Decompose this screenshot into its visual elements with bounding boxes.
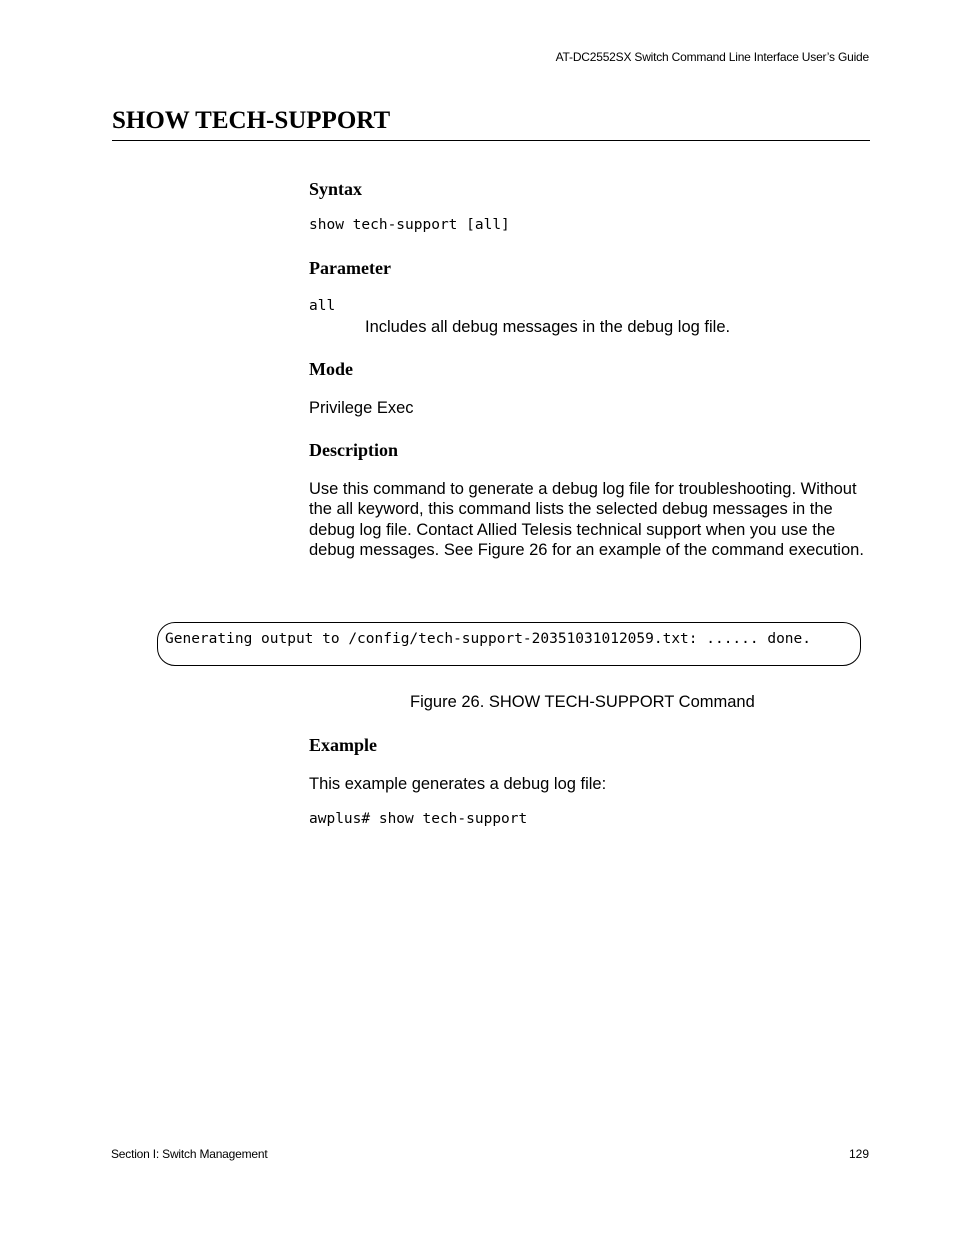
- page-title: SHOW TECH-SUPPORT: [112, 107, 391, 134]
- example-heading: Example: [309, 735, 378, 755]
- example-command: awplus# show tech-support: [309, 811, 528, 827]
- mode-heading: Mode: [309, 359, 353, 379]
- syntax-heading: Syntax: [309, 179, 363, 199]
- command-output-box: [157, 622, 861, 666]
- figure-caption: Figure 26. SHOW TECH-SUPPORT Command: [410, 693, 755, 711]
- running-header: AT-DC2552SX Switch Command Line Interface User’s Guide: [555, 50, 869, 64]
- parameter-description: Includes all debug messages in the debug log file.: [365, 318, 731, 336]
- example-text: This example generates a debug log file:: [309, 775, 607, 793]
- command-output-text: Generating output to /config/tech-support-20351031012059.txt: ...... done.: [165, 631, 812, 647]
- page-number: 129: [848, 1147, 869, 1161]
- title-divider: [112, 140, 870, 141]
- parameter-name: all: [309, 298, 336, 314]
- parameter-heading: Parameter: [309, 258, 391, 278]
- mode-value: Privilege Exec: [309, 399, 414, 417]
- description-text: Use this command to generate a debug log file for troubleshooting. Without the all keyword, this command lists the selected debug messages in the debug log file. Contact Allied Telesis technical support when you use the debug messages. See Figure 26 for an example of the command execution.: [309, 480, 864, 559]
- description-heading: Description: [309, 440, 398, 460]
- footer-section: Section I: Switch Management: [111, 1147, 268, 1161]
- syntax-command: show tech-support [all]: [309, 217, 510, 233]
